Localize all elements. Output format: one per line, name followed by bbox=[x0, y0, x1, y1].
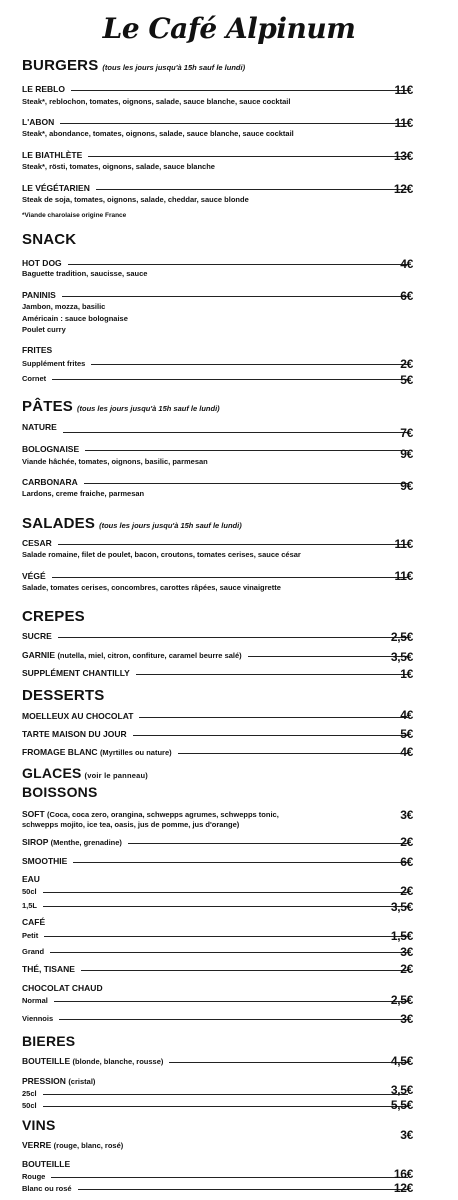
menu-item bbox=[22, 963, 414, 975]
dot-leader bbox=[63, 432, 408, 433]
item-description: Poulet curry bbox=[22, 325, 66, 334]
item-price: 5€ bbox=[400, 727, 413, 741]
menu-item bbox=[22, 570, 414, 582]
section-burgers bbox=[22, 57, 245, 74]
item-price: 2€ bbox=[400, 884, 413, 898]
item-price: 6€ bbox=[400, 289, 413, 303]
menu-item bbox=[22, 710, 414, 722]
item-name: Petit bbox=[22, 930, 39, 940]
section-vins bbox=[22, 1117, 55, 1133]
item-name: EAU bbox=[22, 874, 40, 884]
menu-item bbox=[22, 182, 414, 194]
item-name: Normal bbox=[22, 995, 48, 1005]
menu-subitem bbox=[22, 1170, 414, 1182]
menu-item bbox=[22, 289, 414, 301]
item-price: 3€ bbox=[400, 945, 413, 959]
section-salades bbox=[22, 515, 242, 532]
item-description: Steak*, abondance, tomates, oignons, salade, sauce blanche, sauce cocktail bbox=[22, 129, 294, 138]
item-price: 9€ bbox=[400, 447, 413, 461]
menu-item bbox=[22, 344, 414, 356]
dot-leader bbox=[43, 1106, 408, 1107]
item-name: BOUTEILLE bbox=[22, 1159, 71, 1169]
item-name: 50cl bbox=[22, 886, 37, 896]
item-price: 11€ bbox=[394, 116, 413, 130]
dot-leader bbox=[58, 544, 408, 545]
item-description: Lardons, creme fraiche, parmesan bbox=[22, 489, 145, 498]
section-title: BIERES bbox=[22, 1033, 76, 1049]
menu-subitem bbox=[22, 929, 414, 941]
item-price: 11€ bbox=[394, 569, 413, 583]
item-description: Salade romaine, filet de poulet, bacon, croutons, tomates cerises, sauce césar bbox=[22, 550, 301, 559]
dot-leader bbox=[78, 1189, 408, 1190]
dot-leader bbox=[71, 90, 408, 91]
item-name: Supplément frites bbox=[22, 358, 86, 368]
section-boissons bbox=[22, 784, 98, 800]
section-title: DESSERTS bbox=[22, 687, 105, 704]
menu-item bbox=[22, 476, 414, 488]
dot-leader bbox=[51, 1177, 408, 1178]
menu-item bbox=[22, 982, 414, 994]
menu-item bbox=[22, 257, 414, 269]
item-price: 11€ bbox=[394, 83, 413, 97]
item-price: 3,5€ bbox=[390, 900, 413, 914]
item-price: 4,5€ bbox=[390, 1054, 413, 1068]
menu-item bbox=[22, 83, 414, 95]
item-name: PRESSION bbox=[22, 1076, 66, 1086]
section-note: (voir le panneau) bbox=[84, 771, 148, 780]
item-name: Viennois bbox=[22, 1013, 54, 1023]
item-description: Steak*, reblochon, tomates, oignons, salade, sauce blanche, sauce cocktail bbox=[22, 97, 291, 106]
dot-leader bbox=[43, 906, 408, 907]
item-price: 7€ bbox=[400, 426, 413, 440]
item-name: CAFÉ bbox=[22, 917, 46, 927]
menu-item bbox=[22, 746, 414, 758]
item-name: HOT DOG bbox=[22, 258, 62, 268]
item-price: 2€ bbox=[400, 357, 413, 371]
menu-subitem bbox=[22, 1182, 414, 1194]
item-extra: (nutella, miel, citron, confiture, caramel beurre salé) bbox=[57, 651, 242, 660]
dot-leader bbox=[169, 1062, 408, 1063]
item-name: MOELLEUX AU CHOCOLAT bbox=[22, 711, 134, 721]
item-extra: (Myrtilles ou nature) bbox=[99, 748, 172, 757]
dot-leader bbox=[52, 577, 408, 578]
item-description: Américain : sauce bolognaise bbox=[22, 314, 128, 323]
cafe-title: Le Café Alpinum bbox=[102, 12, 356, 45]
dot-leader bbox=[62, 296, 408, 297]
item-price: 2,5€ bbox=[390, 630, 413, 644]
section-note: (tous les jours jusqu'à 15h sauf le lundi) bbox=[102, 63, 246, 72]
dot-leader bbox=[88, 156, 408, 157]
item-name: PANINIS bbox=[22, 290, 56, 300]
dot-leader bbox=[60, 123, 408, 124]
dot-leader bbox=[52, 379, 408, 380]
item-price: 3€ bbox=[400, 808, 413, 822]
dot-leader bbox=[58, 637, 408, 638]
item-name: THÉ, TISANE bbox=[22, 964, 75, 974]
menu-item bbox=[22, 836, 414, 848]
item-price: 16€ bbox=[393, 1167, 413, 1181]
item-name: TARTE MAISON DU JOUR bbox=[22, 729, 127, 739]
item-name: 25cl bbox=[22, 1088, 37, 1098]
section-desserts bbox=[22, 687, 104, 704]
item-extra: (Coca, coca zero, orangina, schwepps agrumes, schwepps tonic, bbox=[47, 810, 279, 819]
item-name: CARBONARA bbox=[22, 477, 78, 487]
menu-item bbox=[22, 537, 414, 549]
dot-leader bbox=[136, 674, 408, 675]
item-price: 13€ bbox=[393, 149, 413, 163]
item-name: LE REBLO bbox=[22, 84, 65, 94]
item-name: CESAR bbox=[22, 538, 52, 548]
item-price: 4€ bbox=[400, 708, 413, 722]
menu-item bbox=[22, 667, 414, 679]
dot-leader bbox=[139, 717, 408, 718]
item-price: 5€ bbox=[400, 373, 413, 387]
item-name: GARNIE bbox=[22, 650, 56, 660]
item-name: LE VÉGÉTARIEN bbox=[22, 183, 90, 193]
dot-leader bbox=[43, 1094, 408, 1095]
item-price: 1,5€ bbox=[390, 929, 413, 943]
item-name: 1,5L bbox=[22, 900, 38, 910]
menu-subitem bbox=[22, 994, 414, 1006]
footnote: *Viande charolaise origine France bbox=[22, 212, 127, 219]
item-price: 6€ bbox=[400, 855, 413, 869]
item-description: schwepps mojito, ice tea, oasis, jus de pomme, jus d'orange) bbox=[22, 820, 240, 829]
item-name: Grand bbox=[22, 946, 45, 956]
item-description: Steak de soja, tomates, oignons, salade, cheddar, sauce blonde bbox=[22, 195, 249, 204]
menu-subitem bbox=[22, 1099, 414, 1111]
section-title: SNACK bbox=[22, 231, 77, 248]
item-name: FROMAGE BLANC bbox=[22, 747, 98, 757]
section-title: PÂTES bbox=[22, 398, 74, 415]
section-snack bbox=[22, 231, 76, 248]
menu-subitem bbox=[22, 1087, 414, 1099]
menu-item bbox=[22, 421, 414, 433]
menu-subitem bbox=[22, 945, 414, 957]
dot-leader bbox=[44, 936, 408, 937]
item-price: 3,5€ bbox=[390, 1083, 413, 1097]
section-crepes bbox=[22, 608, 85, 625]
section-title: VINS bbox=[22, 1117, 56, 1133]
item-price: 12€ bbox=[393, 182, 413, 196]
item-price: 3€ bbox=[400, 1128, 413, 1142]
item-description: Salade, tomates cerises, concombres, carottes râpées, sauce vinaigrette bbox=[22, 583, 281, 592]
dot-leader bbox=[91, 364, 408, 365]
menu-subitem bbox=[22, 885, 414, 897]
item-name: VÉGÉ bbox=[22, 571, 46, 581]
section-title: BURGERS bbox=[22, 57, 99, 74]
section-title: SALADES bbox=[22, 515, 96, 532]
item-price: 9€ bbox=[400, 479, 413, 493]
item-name: SUPPLÉMENT CHANTILLY bbox=[22, 668, 130, 678]
item-description: Jambon, mozza, basilic bbox=[22, 302, 106, 311]
item-name: LE BIATHLÈTE bbox=[22, 150, 83, 160]
item-description: Viande hâchée, tomates, oignons, basilic, parmesan bbox=[22, 457, 208, 466]
item-price: 2,5€ bbox=[390, 993, 413, 1007]
item-price: 1€ bbox=[400, 667, 413, 681]
menu-item bbox=[22, 1139, 414, 1151]
item-extra: (blonde, blanche, rousse) bbox=[72, 1057, 164, 1066]
section-note: (tous les jours jusqu'à 15h sauf le lundi) bbox=[77, 404, 220, 413]
item-name: SIROP bbox=[22, 837, 49, 847]
dot-leader bbox=[248, 656, 408, 657]
dot-leader bbox=[81, 970, 408, 971]
item-name: VERRE bbox=[22, 1140, 52, 1150]
menu-subitem bbox=[22, 899, 414, 911]
item-name: Blanc ou rosé bbox=[22, 1183, 72, 1193]
section-glaces bbox=[22, 765, 148, 781]
item-price: 11€ bbox=[394, 537, 413, 551]
menu-item bbox=[22, 855, 414, 867]
item-name: CHOCOLAT CHAUD bbox=[22, 983, 103, 993]
menu-item bbox=[22, 649, 414, 661]
item-extra: (rouge, blanc, rosé) bbox=[53, 1141, 124, 1150]
menu-item bbox=[22, 808, 414, 820]
dot-leader bbox=[73, 862, 408, 863]
item-price: 3€ bbox=[400, 1012, 413, 1026]
dot-leader bbox=[85, 450, 408, 451]
menu-item bbox=[22, 630, 414, 642]
item-price: 5,5€ bbox=[390, 1098, 413, 1112]
item-price: 2€ bbox=[400, 835, 413, 849]
section-bieres bbox=[22, 1033, 75, 1049]
item-price: 4€ bbox=[400, 257, 413, 271]
section-note: (tous les jours jusqu'à 15h sauf le lundi) bbox=[99, 521, 242, 530]
menu-item bbox=[22, 443, 414, 455]
section-title: CREPES bbox=[22, 608, 85, 625]
item-name: SOFT bbox=[22, 809, 45, 819]
item-name: FRITES bbox=[22, 345, 53, 355]
dot-leader bbox=[84, 483, 408, 484]
item-description: Baguette tradition, saucisse, sauce bbox=[22, 269, 148, 278]
item-name: BOLOGNAISE bbox=[22, 444, 80, 454]
menu-item bbox=[22, 916, 414, 928]
menu-item bbox=[22, 149, 414, 161]
section-title: GLACES bbox=[22, 765, 82, 781]
section-pates bbox=[22, 398, 220, 415]
item-description: Steak*, rösti, tomates, oignons, salade, sauce blanche bbox=[22, 162, 215, 171]
dot-leader bbox=[59, 1019, 408, 1020]
dot-leader bbox=[43, 892, 408, 893]
dot-leader bbox=[128, 843, 408, 844]
item-name: NATURE bbox=[22, 422, 57, 432]
item-name: Cornet bbox=[22, 373, 47, 383]
item-name: BOUTEILLE bbox=[22, 1056, 71, 1066]
item-name: L'ABON bbox=[22, 117, 55, 127]
menu-item bbox=[22, 728, 414, 740]
dot-leader bbox=[50, 952, 408, 953]
item-extra: (cristal) bbox=[68, 1077, 96, 1086]
item-extra: (Menthe, grenadine) bbox=[50, 838, 122, 847]
menu-subitem bbox=[22, 1012, 414, 1024]
item-name: SUCRE bbox=[22, 631, 52, 641]
dot-leader bbox=[96, 189, 408, 190]
dot-leader bbox=[133, 735, 408, 736]
item-name: 50cl bbox=[22, 1100, 37, 1110]
item-price: 12€ bbox=[393, 1181, 413, 1195]
item-name: Rouge bbox=[22, 1171, 46, 1181]
item-price: 4€ bbox=[400, 745, 413, 759]
menu-item bbox=[22, 1055, 414, 1067]
section-title: BOISSONS bbox=[22, 784, 98, 800]
menu-item bbox=[22, 116, 414, 128]
menu-subitem bbox=[22, 357, 414, 369]
dot-leader bbox=[68, 264, 408, 265]
dot-leader bbox=[54, 1001, 408, 1002]
menu-item bbox=[22, 1075, 414, 1087]
dot-leader bbox=[178, 753, 408, 754]
menu-item bbox=[22, 873, 414, 885]
item-price: 3,5€ bbox=[390, 650, 413, 664]
item-price: 2€ bbox=[400, 962, 413, 976]
menu-item bbox=[22, 1158, 414, 1170]
item-name: SMOOTHIE bbox=[22, 856, 68, 866]
menu-subitem bbox=[22, 372, 414, 384]
